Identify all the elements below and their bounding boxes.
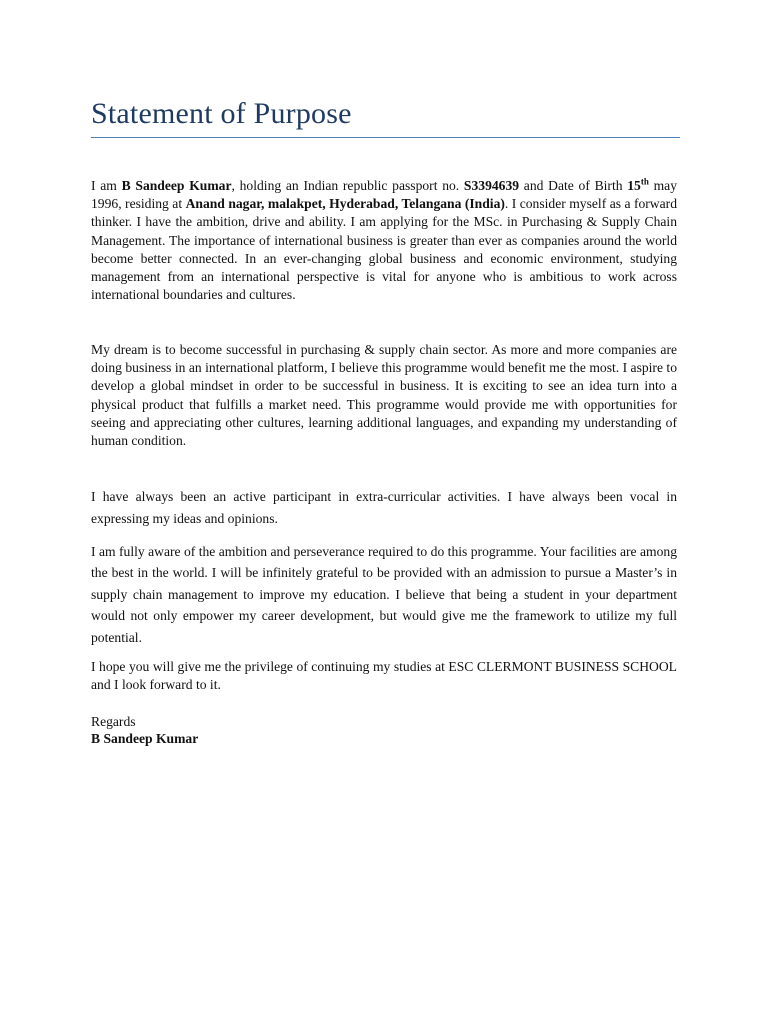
intro-text-2: , holding an Indian republic passport no.: [231, 178, 464, 193]
applicant-name: B Sandeep Kumar: [121, 178, 232, 193]
paragraph-activities: I have always been an active participant in extra-curricular activities. I have always been vocal in expressing my ideas and opinions.: [91, 489, 677, 526]
birth-day: 15: [627, 178, 641, 193]
paragraph-ambition: I am fully aware of the ambition and perseverance required to do this programme. Your facilities are among the best in the world. I will be infinitely grateful to be provided with an admission to pursue a Master’s in supply chain management to improve my education. I believe that being a student in your department would not only empower my career development, but would give me the framework to utilize my full potential.: [91, 544, 677, 645]
intro-text-4: may 1996, residing at: [91, 178, 677, 212]
signature-text: B Sandeep Kumar: [91, 731, 199, 746]
paragraph-closing-request: I hope you will give me the privilege of continuing my studies at ESC CLERMONT BUSINESS SCHOOL and I look forward to it.: [91, 659, 677, 693]
page-title: Statement of Purpose: [91, 97, 352, 130]
closing-salutation: Regards: [91, 714, 136, 729]
birth-day-suffix: th: [640, 176, 649, 187]
intro-text-1: I am: [91, 178, 122, 193]
passport-number: S3394639: [463, 178, 520, 193]
paragraph-dream: My dream is to become successful in purchasing & supply chain sector. As more and more companies are doing business in an international platform, I believe this programme would benefit me the most. I aspire to develop a global mindset in order to be successful in business. It is exciting to see an idea turn into a physical product that fulfills a market need. This programme would provide me with opportunities for seeing and appreciating other cultures, learning additional languages, and expanding my understanding of human condition.: [91, 342, 677, 449]
intro-text-3: and Date of Birth: [519, 178, 628, 193]
address: Anand nagar, malakpet, Hyderabad, Telangana (India): [185, 196, 505, 212]
title-divider: [91, 137, 680, 138]
intro-text-5: . I consider myself as a forward thinker. I have the ambition, drive and ability. I am applying for the MSc. in Purchasing & Supply Chain Management. The importance of international business is greater than ever as companies around the world become better connected. In an ever-changing global business and economic environment, studying management from an international perspective is vital for anyone who is ambitious to work across international boundaries and cultures.: [91, 196, 677, 303]
signature-name: [91, 730, 677, 748]
paragraph-introduction: [91, 177, 677, 304]
